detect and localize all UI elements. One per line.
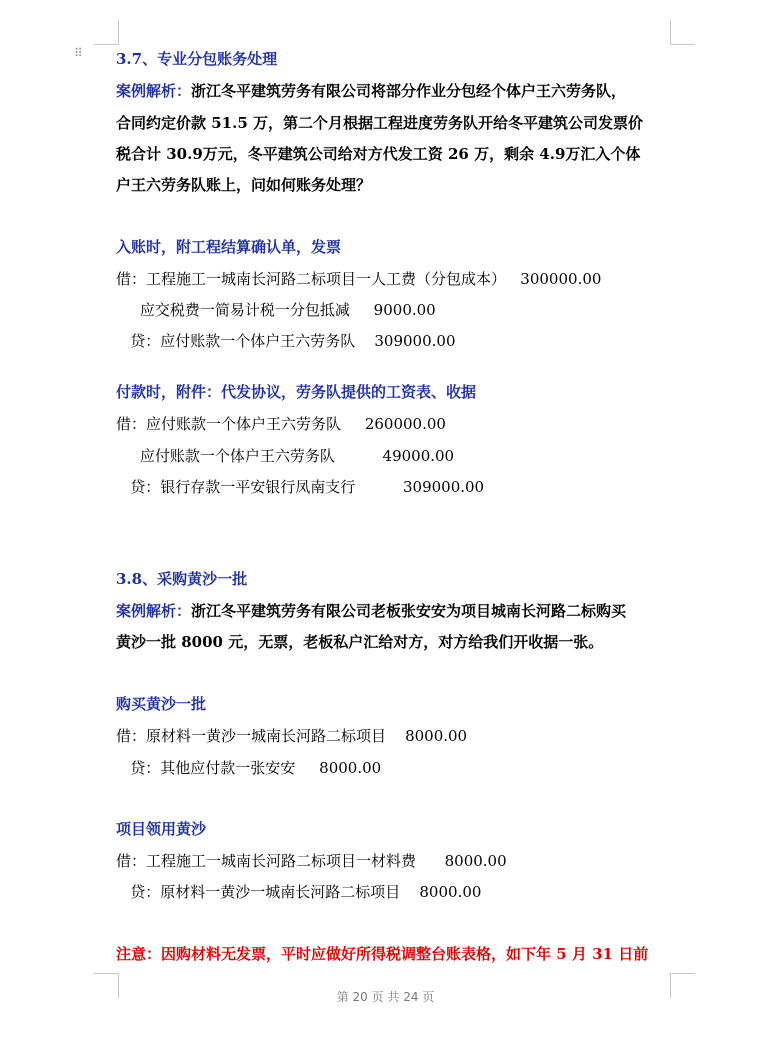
entry-title-payment: 付款时，附件：代发协议，劳务队提供的工资表、收据 (116, 383, 477, 401)
case-paragraph-line-3: 税合计 30.9万元，冬平建筑公司给对方代发工资 26 万，剩余 4.9万汇入个体 (116, 145, 641, 163)
journal-line: 借：原材料一黄沙一城南长河路二标项目 8000.00 (116, 727, 468, 745)
journal-line: 贷：银行存款一平安银行凤南支行 309000.00 (116, 478, 485, 496)
entry-title-recording: 入账时，附工程结算确认单，发票 (116, 238, 342, 256)
entry-title-usage: 项目领用黄沙 (116, 820, 207, 838)
case-paragraph-line-1: 案例解析：浙江冬平建筑劳务有限公司将部分作业分包经个体户王六劳务队， (116, 82, 627, 100)
journal-line: 贷：应付账款一个体户王六劳务队 309000.00 (116, 332, 456, 350)
case-paragraph-line-2: 黄沙一批 8000 元，无票，老板私户汇给对方，对方给我们开收据一张。 (116, 633, 604, 651)
case-paragraph-line-2: 合同约定价款 51.5 万，第二个月根据工程进度劳务队开给冬平建筑公司发票价 (116, 114, 643, 132)
journal-line: 借：应付账款一个体户王六劳务队 260000.00 (116, 415, 446, 433)
section-heading-3-8: 3.8、采购黄沙一批 (116, 570, 248, 588)
margin-mark-top-right (670, 20, 695, 45)
page-footer: 第 20 页 共 24 页 (336, 990, 435, 1004)
case-label: 案例解析： (116, 602, 192, 620)
journal-line: 借：工程施工一城南长河路二标项目一材料费 8000.00 (116, 852, 507, 870)
margin-mark-top-left (94, 20, 119, 45)
entry-title-purchase: 购买黄沙一批 (116, 695, 207, 713)
drag-handle-icon[interactable]: ⠿ (74, 46, 84, 60)
journal-line: 应付账款一个体户王六劳务队 49000.00 (116, 447, 455, 465)
case-label: 案例解析： (116, 82, 192, 100)
journal-line: 借：工程施工一城南长河路二标项目一人工费（分包成本） 300000.00 (116, 270, 602, 288)
journal-line: 应交税费一简易计税一分包抵减 9000.00 (116, 301, 436, 319)
case-paragraph-line-1: 案例解析：浙江冬平建筑劳务有限公司老板张安安为项目城南长河路二标购买 (116, 602, 627, 620)
case-paragraph-line-4: 户王六劳务队账上，问如何账务处理？ (116, 176, 372, 194)
journal-line: 贷：其他应付款一张安安 8000.00 (116, 759, 382, 777)
journal-line: 贷：原材料一黄沙一城南长河路二标项目 8000.00 (116, 883, 482, 901)
note-text: 注意：因购材料无发票，平时应做好所得税调整台账表格，如下年 5 月 31 日前 (116, 945, 649, 963)
section-heading-3-7: 3.7、专业分包账务处理 (116, 50, 278, 68)
